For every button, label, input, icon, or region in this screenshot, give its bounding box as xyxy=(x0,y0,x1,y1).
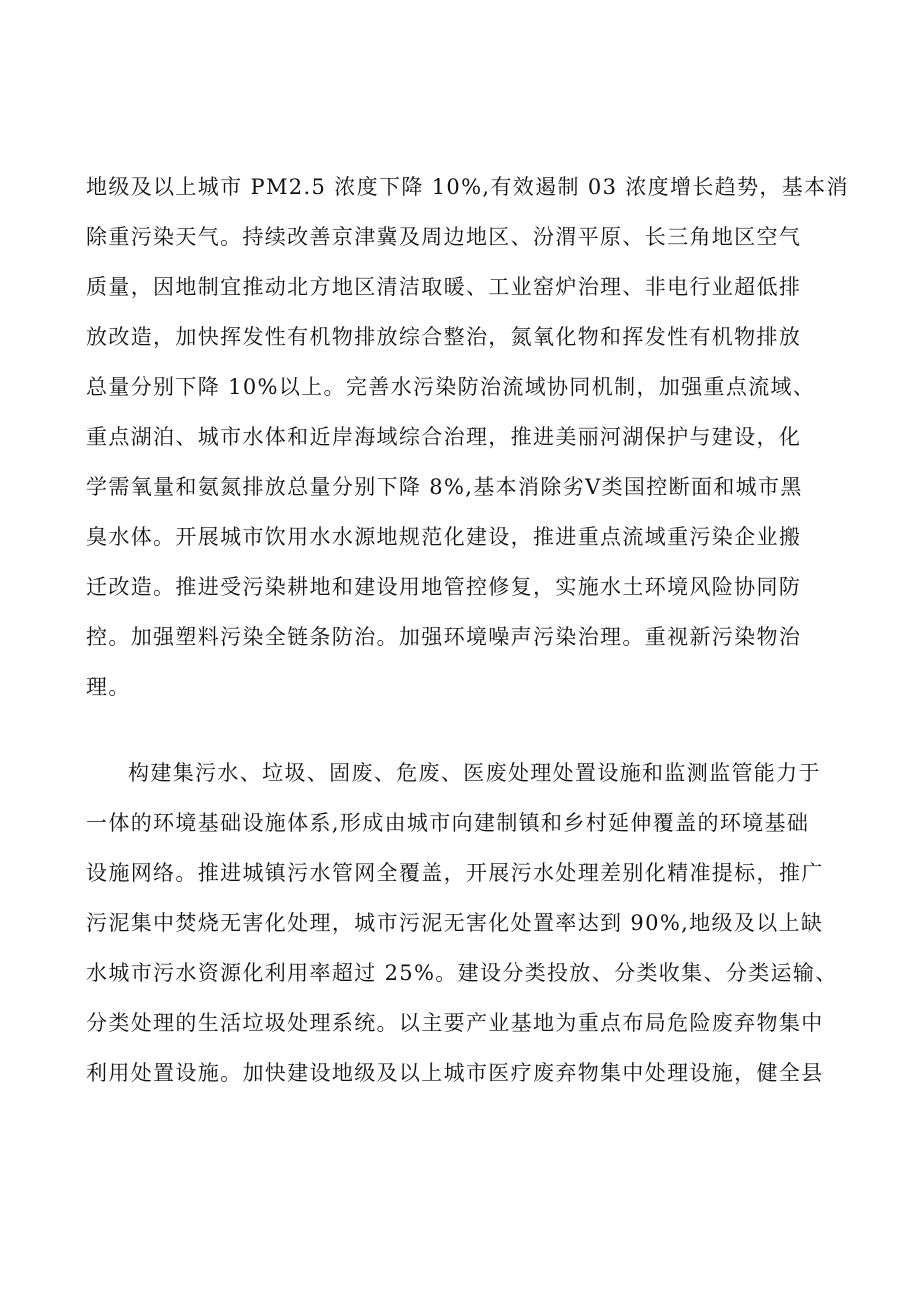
text-line: 总量分别下降 10%以上。完善水污染防治流域协同机制，加强重点流域、 xyxy=(86,375,816,399)
text-line: 控。加强塑料污染全链条防治。加强环境噪声污染治理。重视新污染物治 xyxy=(86,625,802,649)
text-line: 重点湖泊、城市水体和近岸海域综合治理，推进美丽河湖保护与建设，化 xyxy=(86,425,802,449)
text-line: 臭水体。开展城市饮用水水源地规范化建设，推进重点流域重污染企业搬 xyxy=(86,525,802,549)
text-line: 放改造，加快挥发性有机物排放综合整治，氮氧化物和挥发性有机物排放 xyxy=(86,325,802,349)
text-line: 构建集污水、垃圾、固废、危废、医废处理处置设施和监测监管能力于 xyxy=(128,761,821,785)
text-line: 迁改造。推进受污染耕地和建设用地管控修复，实施水土环境风险协同防 xyxy=(86,575,802,599)
text-line: 污泥集中焚烧无害化处理，城市污泥无害化处置率达到 90%,地级及以上缺 xyxy=(86,911,824,935)
text-line: 理。 xyxy=(86,675,131,699)
text-line: 一体的环境基础设施体系,形成由城市向建制镇和乡村延伸覆盖的环境基础 xyxy=(86,811,810,835)
text-line: 学需氧量和氨氮排放总量分别下降 8%,基本消除劣Ⅴ类国控断面和城市黑 xyxy=(86,475,803,499)
text-line: 地级及以上城市 PM2.5 浓度下降 10%,有效遏制 03 浓度增长趋势，基本消 xyxy=(86,175,849,199)
text-line: 分类处理的生活垃圾处理系统。以主要产业基地为重点布局危险废弃物集中 xyxy=(86,1011,824,1035)
text-line: 利用处置设施。加快建设地级及以上城市医疗废弃物集中处理设施，健全县 xyxy=(86,1061,824,1085)
text-line: 质量，因地制宜推动北方地区清洁取暖、工业窑炉治理、非电行业超低排 xyxy=(86,275,802,299)
text-line: 除重污染天气。持续改善京津冀及周边地区、汾渭平原、长三角地区空气 xyxy=(86,225,802,249)
text-line: 水城市污水资源化利用率超过 25%。建设分类投放、分类收集、分类运输、 xyxy=(86,961,838,985)
text-line: 设施网络。推进城镇污水管网全覆盖，开展污水处理差别化精准提标，推广 xyxy=(86,861,824,885)
